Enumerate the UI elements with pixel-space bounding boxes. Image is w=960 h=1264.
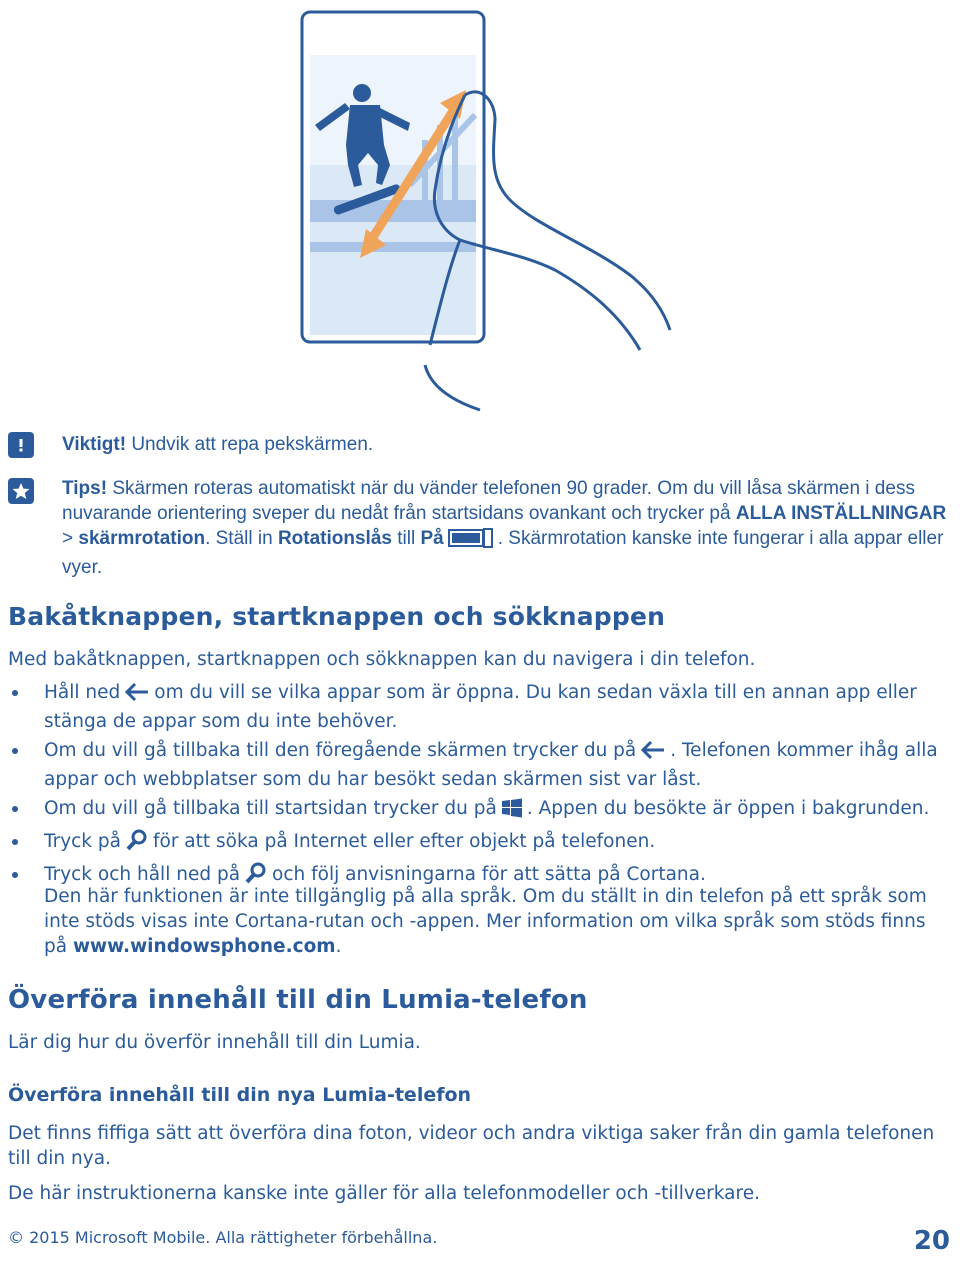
tip-rotation-lock: Rotationslås (277, 528, 392, 549)
important-text: Undvik att repa pekskärmen. (126, 434, 374, 455)
tip-text: till (391, 528, 421, 549)
paragraph: De här instruktionerna kanske inte gäller för alla telefonmodeller och -tillverkare. (8, 1183, 760, 1204)
tip-on: På (420, 528, 444, 549)
list-item-text: Tryck och håll ned på (44, 864, 241, 885)
search-icon (125, 829, 149, 858)
section-intro: Lär dig hur du överför innehåll till din Lumia. (8, 1032, 421, 1053)
toggle-icon (448, 528, 494, 555)
paragraph: Det finns fiffiga sätt att överföra dina foton, videor och andra viktiga saker från din gamla telefonen till din nya. (8, 1123, 935, 1169)
tip-label: Tips! (62, 478, 108, 499)
section-heading: Bakåtknappen, startknappen och sökknappen (8, 602, 666, 631)
list-item-text: Om du vill gå tillbaka till startsidan trycker du på (44, 798, 497, 819)
tip-text: Skärmen roteras automatiskt när du vänder telefonen 90 grader. Om du vill låsa skärmen i dess nuvarande orientering sveper du nedåt från startsidans ovankant och trycker på (62, 478, 915, 524)
cortana-note-text: Den här funktionen är inte tillgänglig på alla språk. Om du ställt in din telefon på ett språk som inte stöds visas inte Cortana-rutan och -appen. Mer information om vilka språk som stöds finns på (44, 886, 927, 957)
back-arrow-icon (124, 682, 150, 709)
tip-separator: > (62, 528, 79, 549)
list-item-text: . Appen du besökte är öppen i bakgrunden. (526, 798, 930, 819)
list-item (8, 680, 952, 734)
rotation-illustration (290, 5, 690, 415)
list-item (8, 829, 952, 858)
list-item-text: . Telefonen kommer ihåg alla appar och webbplatser som du har besökt sedan skärmen sist var låst. (44, 740, 938, 790)
back-arrow-icon (640, 740, 666, 767)
cortana-note (44, 884, 952, 959)
important-note (62, 432, 373, 457)
star-icon (8, 478, 34, 504)
tip-note (62, 476, 952, 580)
list-item-text: för att söka på Internet eller efter objekt på telefonen. (152, 831, 656, 852)
tip-text: . Skärmrotation kanske inte fungerar i alla appar eller vyer. (62, 528, 944, 578)
exclamation-icon (8, 432, 34, 458)
section-intro: Med bakåtknappen, startknappen och sökknappen kan du navigera i din telefon. (8, 649, 756, 670)
list-item (8, 796, 952, 825)
list-item-text: Tryck på (44, 831, 121, 852)
list-item-text: och följ anvisningarna för att sätta på Cortana. (272, 864, 706, 885)
cortana-note-end: . (335, 936, 342, 957)
tip-text: . Ställ in (205, 528, 278, 549)
important-label: Viktigt! (62, 434, 127, 455)
page-number: 20 (913, 1226, 950, 1256)
list-item-text: om du vill se vilka appar som är öppna. Du kan sedan växla till en annan app eller stänga de appar som du inte behöver. (44, 682, 917, 732)
copyright: © 2015 Microsoft Mobile. Alla rättigheter förbehållna. (8, 1228, 438, 1247)
tip-all-settings: ALLA INSTÄLLNINGAR (735, 503, 947, 524)
windowsphone-link[interactable]: www.windowsphone.com (72, 936, 336, 957)
list-item (8, 738, 952, 792)
tip-screen-rotation: skärmrotation (78, 528, 206, 549)
list-item-text: Om du vill gå tillbaka till den föregående skärmen trycker du på (44, 740, 637, 761)
section-heading: Överföra innehåll till din Lumia-telefon (8, 985, 588, 1015)
list-item-text: Håll ned (44, 682, 121, 703)
subsection-heading: Överföra innehåll till din nya Lumia-telefon (8, 1084, 472, 1106)
navigation-list (8, 680, 952, 895)
windows-icon (501, 798, 523, 825)
